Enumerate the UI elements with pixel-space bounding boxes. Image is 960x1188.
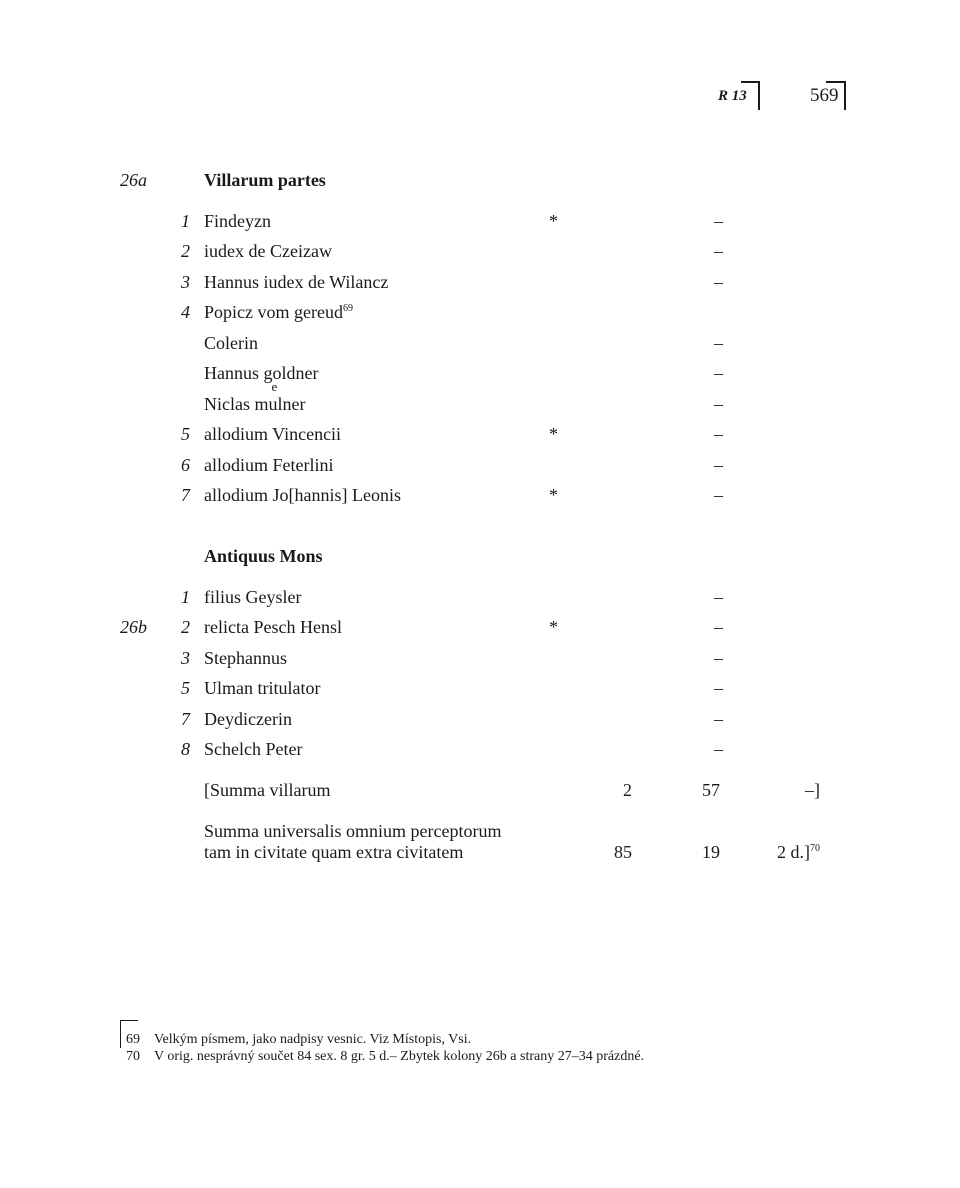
dash-mark: – [714, 648, 723, 668]
footnote-text: Velkým písmem, jako nadpisy vesnic. Viz Místopis, Vsi. [154, 1032, 472, 1047]
entry-number: 6 [181, 455, 190, 475]
list-item [0, 331, 960, 355]
dash-mark: – [714, 709, 723, 729]
list-item [0, 453, 960, 477]
summa-label: [Summa villarum [204, 780, 331, 800]
folio-marker: 26b [120, 617, 147, 637]
entry-name: relicta Pesch Hensl [204, 617, 342, 637]
footnote-number: 70 [126, 1049, 140, 1064]
entry-name-part: lner [277, 394, 306, 414]
dash-mark: – [714, 455, 723, 475]
entry-number: 2 [181, 241, 190, 261]
dash-mark: – [714, 678, 723, 698]
summa-universalis-row [0, 840, 960, 864]
list-item [0, 737, 960, 761]
summa-value-3 [777, 840, 820, 864]
entry-name: Ulman tritulator [204, 678, 321, 698]
list-item [0, 707, 960, 731]
entry-number: 7 [181, 709, 190, 729]
list-item [0, 422, 960, 446]
dash-mark: – [714, 363, 723, 383]
entry-name: Colerin [204, 333, 258, 353]
corner-bracket-icon [826, 81, 846, 110]
entry-name: Deydiczerin [204, 709, 292, 729]
asterisk-mark: * [549, 424, 558, 444]
asterisk-mark: * [549, 617, 558, 637]
entry-number: 5 [181, 678, 190, 698]
entry-number: 4 [181, 302, 190, 322]
dash-mark: – [714, 739, 723, 759]
entry-number: 3 [181, 272, 190, 292]
summa-universalis-text: tam in civitate quam extra civitatem [204, 842, 464, 862]
entry-name: Hannus iudex de Wilancz [204, 272, 389, 292]
summa-villarum-row [0, 778, 960, 802]
entry-name: allodium Jo[hannis] Leonis [204, 485, 401, 505]
list-item [0, 483, 960, 507]
asterisk-mark: * [549, 211, 558, 231]
dash-mark: – [714, 211, 723, 231]
entry-number: 5 [181, 424, 190, 444]
list-item [0, 361, 960, 385]
summa-value-2: 57 [702, 780, 720, 800]
page-number: 569 [810, 85, 839, 106]
entry-number: 1 [181, 211, 190, 231]
list-item [0, 646, 960, 670]
summa-universalis-text: Summa universalis omnium perceptorum [204, 821, 502, 841]
footnote-ref: 69 [342, 303, 353, 314]
base-letter: u [268, 394, 278, 414]
entry-name-text: Popicz vom gereud [204, 302, 343, 322]
entry-name-part: Niclas m [204, 394, 269, 414]
entry-name: Hannus goldner [204, 363, 319, 383]
dash-mark: – [714, 485, 723, 505]
summa-value-3: –] [805, 780, 820, 800]
entry-name: filius Geysler [204, 587, 302, 607]
entry-name: Stephannus [204, 648, 287, 668]
entry-name: Schelch Peter [204, 739, 303, 759]
list-item [0, 239, 960, 263]
section-heading-row [0, 168, 960, 192]
running-head-sigla: R 13 [718, 88, 747, 104]
entry-number: 8 [181, 739, 190, 759]
list-item [0, 615, 960, 639]
summa-value-2: 19 [702, 842, 720, 862]
superscript-mark: e [271, 379, 278, 394]
summa-value-1: 85 [614, 842, 632, 862]
asterisk-mark: * [549, 485, 558, 505]
footnote-number: 69 [126, 1032, 140, 1047]
dash-mark: – [714, 424, 723, 444]
entry-name [204, 379, 306, 416]
list-item [0, 585, 960, 609]
superscript-letter [268, 379, 278, 416]
dash-mark: – [714, 617, 723, 637]
section-heading: Villarum partes [204, 170, 326, 190]
summa-value-text: 2 d.] [777, 842, 810, 862]
footnote-text: V orig. nesprávný součet 84 sex. 8 gr. 5 d.– Zbytek kolony 26b a strany 27–34 prázdné. [154, 1049, 645, 1064]
entry-name: allodium Feterlini [204, 455, 334, 475]
entry-name [204, 300, 353, 324]
entry-name: Findeyzn [204, 211, 271, 231]
section-heading: Antiquus Mons [204, 546, 323, 566]
list-item [0, 300, 960, 324]
footnote-ref: 70 [810, 843, 820, 854]
list-item [0, 676, 960, 700]
entry-number: 3 [181, 648, 190, 668]
dash-mark: – [714, 587, 723, 607]
entry-number: 1 [181, 587, 190, 607]
list-item [0, 379, 960, 416]
corner-bracket-icon [741, 81, 760, 110]
entry-number: 2 [181, 617, 190, 637]
entry-name: iudex de Czeizaw [204, 241, 332, 261]
list-item [0, 270, 960, 294]
dash-mark: – [714, 333, 723, 353]
dash-mark: – [714, 272, 723, 292]
entry-number: 7 [181, 485, 190, 505]
folio-marker: 26a [120, 170, 147, 190]
entry-name: allodium Vincencii [204, 424, 342, 444]
summa-value-1: 2 [623, 780, 632, 800]
section-heading-row [0, 544, 960, 568]
dash-mark: – [714, 241, 723, 261]
dash-mark: – [714, 394, 723, 414]
list-item [0, 209, 960, 233]
